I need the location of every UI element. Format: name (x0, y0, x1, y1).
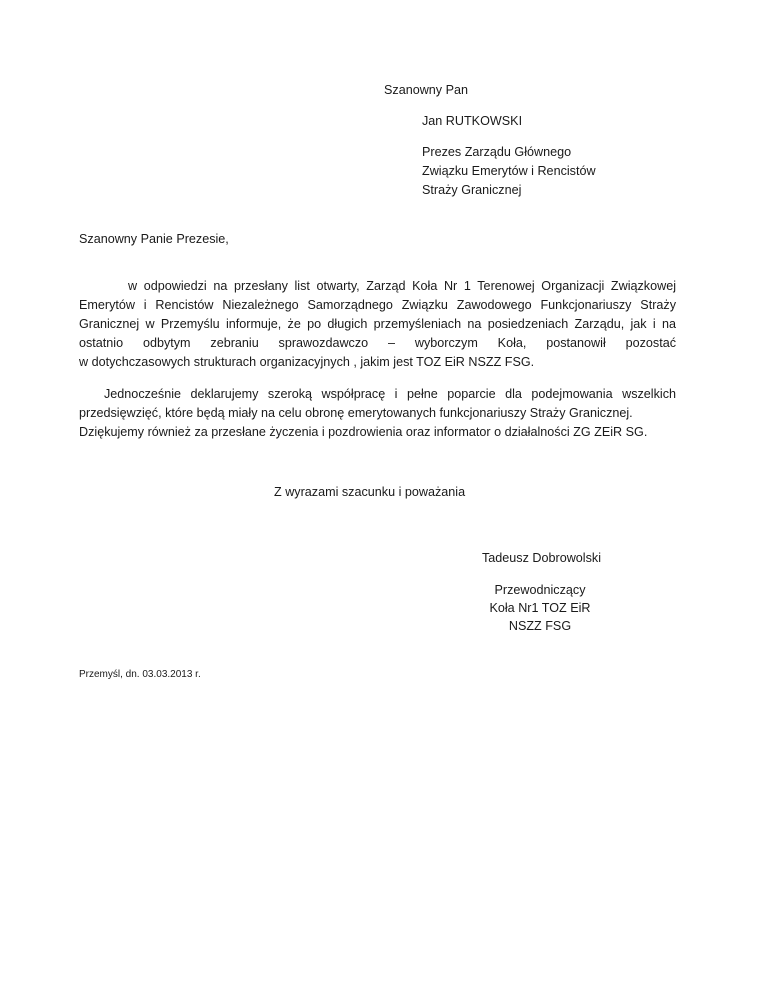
signature-name: Tadeusz Dobrowolski (482, 551, 601, 565)
paragraph2-line: Dziękujemy również za przesłane życzenia i pozdrowienia oraz informator o działalności ZG ZEiR SG. (79, 425, 648, 439)
signature-role-line: Koła Nr1 TOZ EiR (489, 601, 591, 615)
recipient-title-line: Związku Emerytów i Rencistów (422, 164, 596, 178)
recipient-title-line: Prezes Zarządu Głównego (422, 145, 572, 159)
paragraph1-line: Granicznej w Przemyślu informuje, że po długich przemyśleniach na posiedzeniach Zarządu, jak i na (79, 317, 676, 331)
paragraph2-line: przedsięwzięć, które będą miały na celu obronę emerytowanych funkcjonariuszy Straży Granicznej. (79, 406, 633, 420)
closing: Z wyrazami szacunku i poważania (274, 485, 466, 499)
recipient-title-line: Straży Granicznej (422, 183, 522, 197)
paragraph1-line: w dotychczasowych strukturach organizacyjnych , jakim jest TOZ EiR NSZZ FSG. (79, 355, 535, 369)
paragraph2-line: Jednocześnie deklarujemy szeroką współpracę i pełne poparcie dla podejmowania wszelkich (104, 387, 676, 401)
signature-role-line: NSZZ FSG (508, 619, 572, 633)
recipient-salutation: Szanowny Pan (384, 83, 469, 97)
place-date: Przemyśl, dn. 03.03.2013 r. (79, 669, 201, 680)
recipient-name: Jan RUTKOWSKI (422, 114, 523, 128)
paragraph1-line: ostatnio odbytym zebraniu sprawozdawczo – wyborczym Koła, postanowił pozostać (79, 336, 676, 350)
greeting: Szanowny Panie Prezesie, (79, 232, 229, 246)
paragraph1-line: Emerytów i Rencistów Niezależnego Samorządnego Związku Zawodowego Funkcjonariuszy Straży (79, 298, 676, 312)
paragraph1-line: w odpowiedzi na przesłany list otwarty, Zarząd Koła Nr 1 Terenowej Organizacji Związkowej (128, 279, 676, 293)
signature-role-line: Przewodniczący (494, 583, 586, 597)
